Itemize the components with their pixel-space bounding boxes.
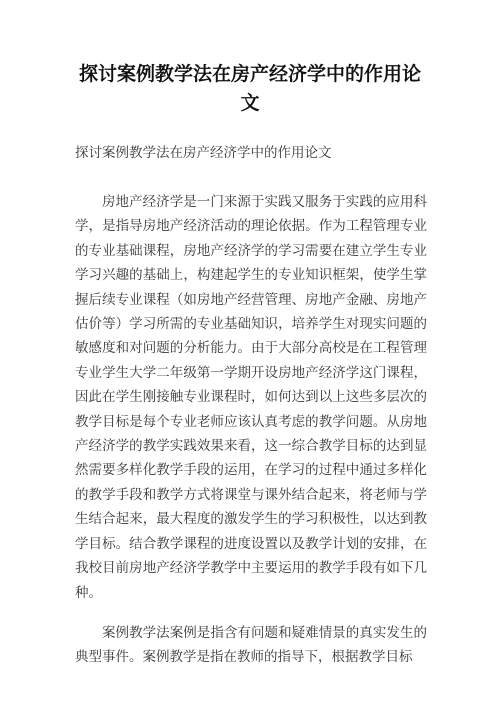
document-subtitle: 探讨案例教学法在房产经济学中的作用论文 (75, 145, 332, 161)
body-paragraph: 房地产经济学是一门来源于实践又服务于实践的应用科学，是指导房地产经济活动的理论依据。作为工程管理专业的专业基础课程，房地产经济学的学习需要在建立学生专业学习兴趣的基础上，构建起学生的专业知识框架，使学生掌握后续专业课程（如房地产经营管理、房地产金融、房地产估价等）学习所需的专业基础知识，培养学生对现实问题的敏感度和对问题的分析能力。由于大部分高校是在工程管理专业学生大学二年级第一学期开设房地产经济学这门课程，因此在学生刚接触专业课程时，如何达到以上这些多层次的教学目标是每个专业老师应该认真考虑的教学问题。从房地产经济学的教学实践效果来看，这一综合教学目标的达到显然需要多样化教学手段的运用，在学习的过程中通过多样化的教学手段和教学方式将课堂与课外结合起来，将老师与学生结合起来，最大程度的激发学生的学习积极性，以达到教学目标。结合教学课程的进度设置以及教学计划的安排，在我校目前房地产经济学教学中主要运用的教学手段有如下几种。 (75, 194, 427, 601)
document-title: 探讨案例教学法在房产经济学中的作用论文 (78, 63, 421, 114)
body-paragraph: 案例教学法案例是指含有问题和疑难情景的真实发生的典型事件。案例教学是指在教师的指导下，根据教学目标 (75, 625, 427, 666)
